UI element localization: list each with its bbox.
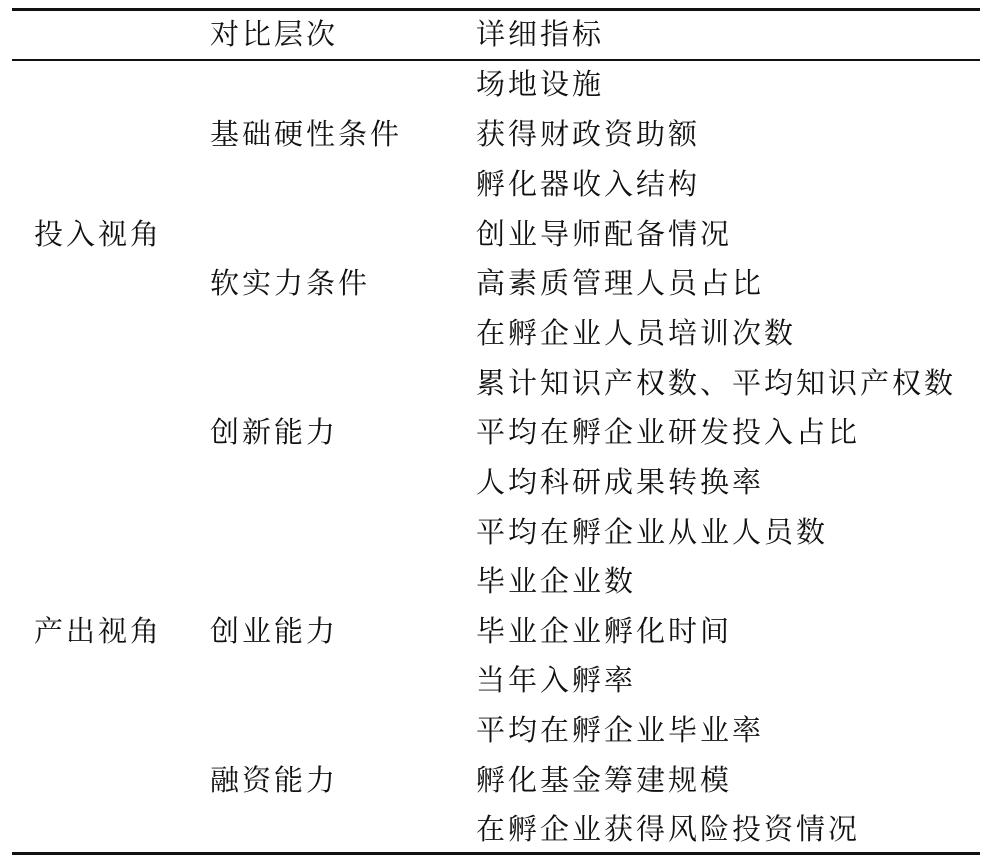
table-bottom-rule [12, 852, 980, 855]
indicator-item: 高素质管理人员占比 [476, 266, 765, 300]
indicator-item: 场地设施 [476, 67, 605, 101]
indicator-item: 当年入孵率 [476, 663, 637, 697]
header-comparison-level: 对比层次 [210, 17, 339, 51]
indicator-item: 平均在孵企业毕业率 [476, 713, 765, 747]
indicator-item: 平均在孵企业从业人员数 [476, 515, 829, 549]
perspective-output: 产出视角 [34, 614, 163, 648]
header-detailed-indicators: 详细指标 [476, 17, 605, 51]
level-innovation-ability: 创新能力 [210, 415, 339, 449]
indicator-item: 在孵企业人员培训次数 [476, 316, 797, 350]
level-soft-power-conditions: 软实力条件 [210, 266, 371, 300]
indicator-item: 累计知识产权数、平均知识产权数 [476, 366, 957, 400]
indicator-item: 毕业企业孵化时间 [476, 614, 733, 648]
level-financing-ability: 融资能力 [210, 763, 339, 797]
table-top-rule [12, 8, 980, 11]
indicator-item: 平均在孵企业研发投入占比 [476, 415, 861, 449]
indicator-item: 人均科研成果转换率 [476, 465, 765, 499]
level-entrepreneurship-ability: 创业能力 [210, 614, 339, 648]
table-header-rule [12, 59, 980, 61]
level-basic-hard-conditions: 基础硬性条件 [210, 117, 403, 151]
indicator-item: 在孵企业获得风险投资情况 [476, 812, 861, 846]
indicator-item: 获得财政资助额 [476, 117, 701, 151]
indicator-item: 孵化器收入结构 [476, 167, 701, 201]
indicator-item: 毕业企业数 [476, 564, 637, 598]
indicator-item: 创业导师配备情况 [476, 217, 733, 251]
perspective-input: 投入视角 [34, 217, 163, 251]
indicator-item: 孵化基金筹建规模 [476, 763, 733, 797]
